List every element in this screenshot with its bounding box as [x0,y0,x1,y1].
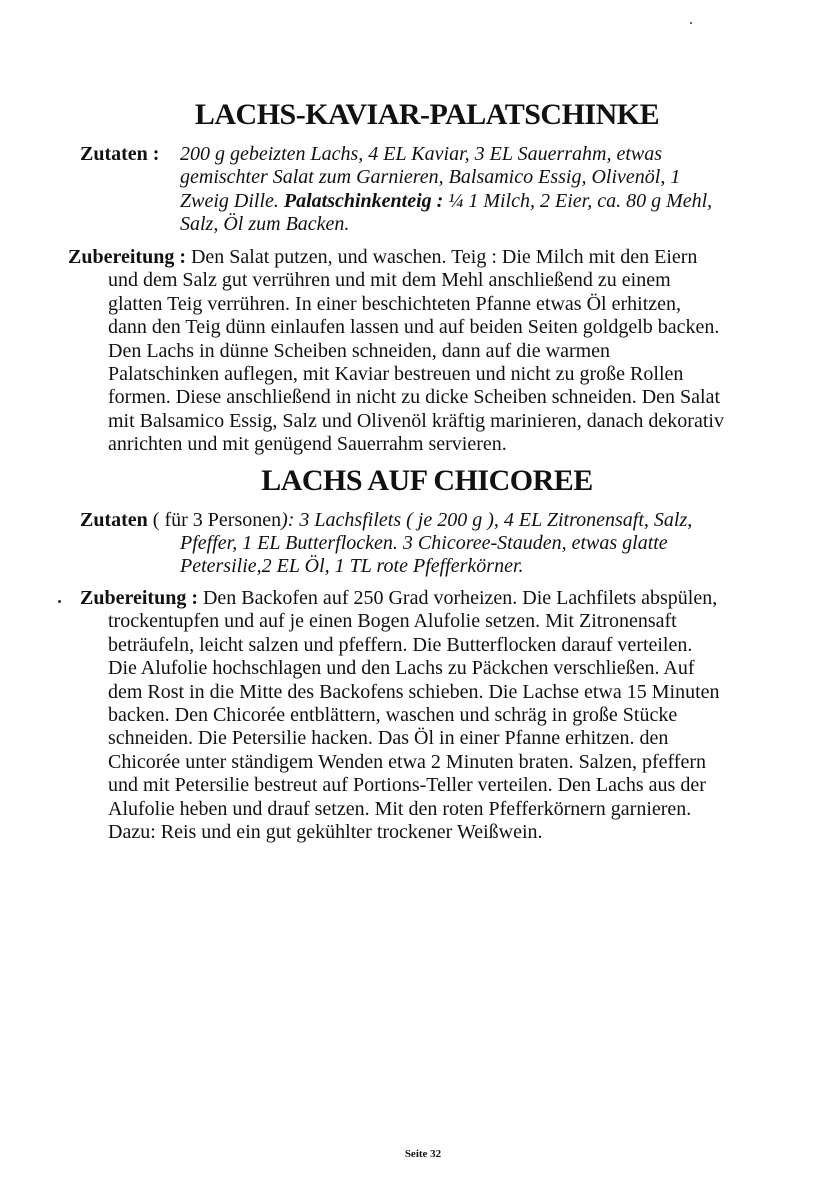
ingredients-line-with-dough-heading [180,190,712,213]
ingredients-line: Pfeffer, 1 EL Butterflocken. 3 Chicoree-Stauden, etwas glatte [180,532,668,554]
recipe-title-lachs-kaviar-palatschinke: LACHS-KAVIAR-PALATSCHINKE [194,98,660,131]
preparation-line: und dem Salz gut verrühren und mit dem Mehl anschließend zu einem [108,269,671,292]
preparation-line: Die Alufolie hochschlagen und den Lachs zu Päckchen verschließen. Auf [108,657,695,680]
preparation-line: beträufeln, leicht salzen und pfeffern. Die Butterflocken darauf verteilen. [108,633,693,656]
page-number: Seite 32 [404,1148,442,1160]
preparation-block [68,246,697,269]
ingredients-line-text: Zweig Dille. [180,189,279,212]
scan-speck [58,600,61,603]
dough-heading: Palatschinkenteig : [283,189,444,212]
preparation-line: mit Balsamico Essig, Salz und Olivenöl kräftig marinieren, danach dekorativ [108,409,724,432]
preparation-label: Zubereitung : [68,246,186,268]
preparation-line: trockentupfen und auf je einen Bogen Alufolie setzen. Mit Zitronensaft [108,610,677,633]
ingredients-line: Petersilie,2 EL Öl, 1 TL rote Pfefferkörner. [180,555,524,578]
preparation-line: Alufolie heben und drauf setzen. Mit den roten Pfefferkörnern garnieren. [108,797,692,820]
ingredients-text [180,532,668,579]
preparation-continuation [108,610,720,844]
preparation-line: Palatschinken auflegen, mit Kaviar bestreuen und nicht zu große Rollen [108,363,684,386]
preparation-block [80,587,717,610]
preparation-line: anrichten und mit genügend Sauerrahm servieren. [108,433,507,456]
preparation-line: glatten Teig verrühren. In einer beschichteten Pfanne etwas Öl erhitzen, [108,292,681,315]
preparation-line: dem Rost in die Mitte des Backofens schieben. Die Lachse etwa 15 Minuten [108,680,720,703]
ingredients-label-line [80,508,692,532]
preparation-line: und mit Petersilie bestreut auf Portions-Teller verteilen. Den Lachs aus der [108,774,706,797]
preparation-line: formen. Diese anschließend in nicht zu dicke Scheiben schneiden. Den Salat [108,386,721,409]
preparation-line: Dazu: Reis und ein gut gekühlter trockener Weißwein. [108,821,543,844]
preparation-line-first [68,246,697,269]
preparation-continuation [108,269,724,456]
preparation-line: Den Lachs in dünne Scheiben schneiden, dann auf die warmen [108,339,611,362]
ingredients-line: gemischter Salat zum Garnieren, Balsamico Essig, Olivenöl, 1 [180,166,681,189]
ingredients-text [180,143,712,236]
preparation-line: dann den Teig dünn einlaufen lassen und auf beiden Seiten goldgelb backen. [108,316,720,339]
dough-ingredients: ¼ 1 Milch, 2 Eier, ca. 80 g Mehl, [448,189,713,212]
servings-note: ( für 3 Personen [152,509,282,531]
preparation-line: schneiden. Die Petersilie hacken. Das Öl in einer Pfanne erhitzen. den [108,727,669,750]
ingredients-line: 200 g gebeizten Lachs, 4 EL Kaviar, 3 EL Sauerrahm, etwas [180,143,663,165]
ingredients-label: Zutaten : [80,143,160,165]
ingredients-line: ): 3 Lachsfilets ( je 200 g ), 4 EL Zitronensaft, Salz, [281,509,693,531]
preparation-line: Chicorée unter ständigem Wenden etwa 2 Minuten braten. Salzen, pfeffern [108,750,706,773]
preparation-text: Den Backofen auf 250 Grad vorheizen. Die Lachfilets abspülen, [202,587,718,609]
preparation-label: Zubereitung : [80,587,198,609]
ingredients-line: Salz, Öl zum Backen. [180,212,350,235]
scan-speck [690,22,692,24]
preparation-line: backen. Den Chicorée entblättern, waschen und schräg in große Stücke [108,704,678,727]
preparation-text: Den Salat putzen, und waschen. Teig : Die Milch mit den Eiern [190,246,698,268]
recipe-title-lachs-auf-chicoree: LACHS AUF CHICOREE [261,464,593,497]
ingredients-label: Zutaten [80,509,148,531]
preparation-line-first [80,587,717,610]
